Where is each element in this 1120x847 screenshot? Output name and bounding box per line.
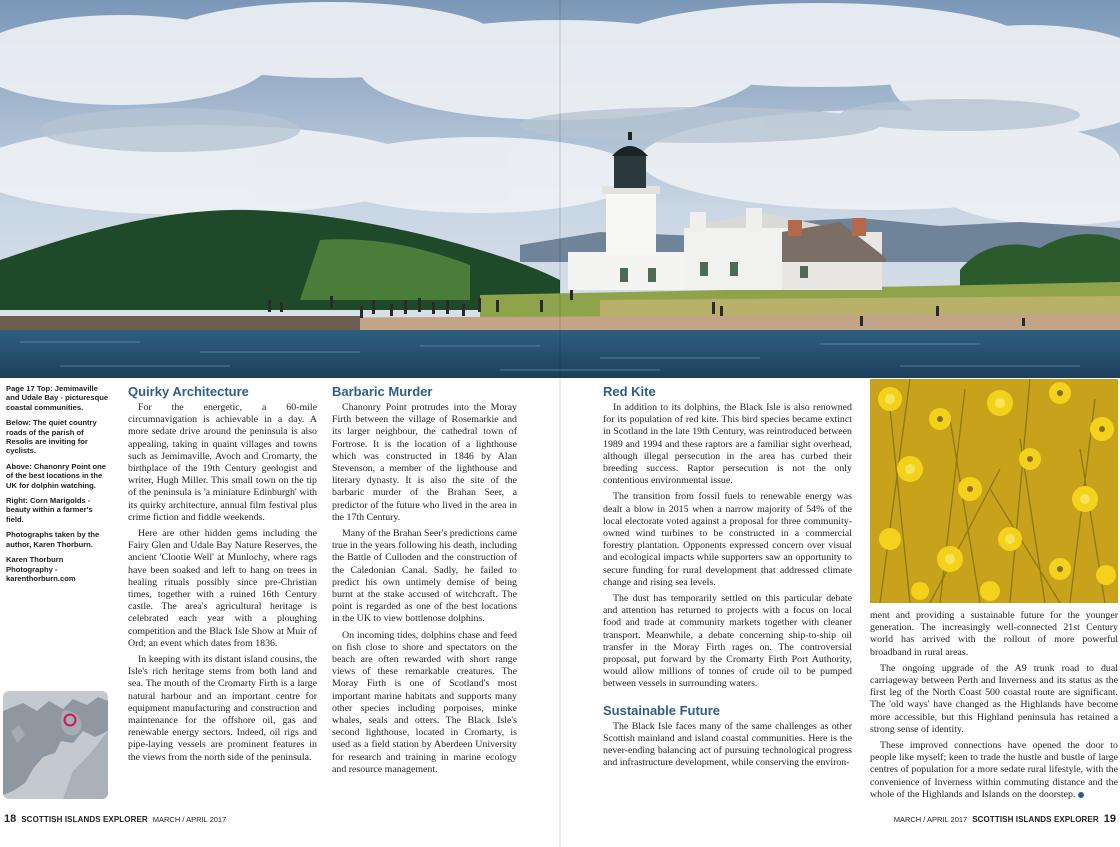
caption-above: Above: Chanonry Point one of the best locations in the UK for dolphin watching. — [6, 461, 106, 490]
page-gutter — [559, 0, 561, 847]
photo-captions — [6, 384, 110, 589]
paragraph: In addition to its dolphins, the Black Isle is also renowned for its population of red kite. This bird species became extinct in Scotland in the late 19th Century, was reintroduced between 1989 and 1994 and these raptors are a familiar sight overhead, although illegal persecution in the area has curbed their breeding success. Raptor persecution is not the only contentious environmental issue. — [603, 402, 852, 487]
issue-date-right: MARCH / APRIL 2017 — [893, 815, 968, 824]
heading-barbaric-murder: Barbaric Murder — [332, 384, 433, 399]
paragraph: In keeping with its distant island cousins, the Isle's rich heritage stems from both land and sea. The mouth of the Cromarty Firth is a large natural harbour and an important centre for equipment manufacturing and construction and maintenance for the offshore oil, gas and renewable energy sectors. Indeed, oil rigs and pipe-laying vessels are prominent features in the views from the north side of the peninsula. — [128, 654, 317, 763]
paragraph: Chanonry Point protrudes into the Moray Firth between the village of Rosemarkie and its larger neighbour, the cathedral town of Fortrose. It is the location of a lighthouse which was constructed in 1846 by Alan Stevenson, a member of the lighthouse and literary dynasty. It is also the site of the barbaric murder of the Brahan Seer, a predictor of the future who lived in the area in the 17th Century. — [332, 402, 517, 523]
footer-right — [894, 813, 1116, 825]
paragraph: The transition from fossil fuels to renewable energy was dealt a blow in 2015 when a narrow majority of 54% of the local electorate voted against a proposal for three community-owned wind turbines to be constructed in a commercial forestry plantation. Opponents expressed concern over visual and ecological impacts while supporters saw an opportunity to secure funding for rural development that addressed climate change and rising sea levels. — [603, 491, 852, 588]
corn-marigolds-photo — [870, 379, 1118, 603]
paragraph: The dust has temporarily settled on this particular debate and attention has returned to projects with a focus on local food and trade at community markets together with cleaner transport. Meanwhile, a debate concerning ship-to-ship oil transfer in the Moray Firth rages on. The controversial proposal, put forward by the Cromarty Firth Port Authority, would allow millions of tonnes of crude oil to be pumped between vessels in surrounding waters. — [603, 593, 852, 690]
paragraph-text: These improved connections have opened the door to people like myself; keen to trade the hustle and bustle of large centres of population for a more sedate rural lifestyle, with the convenience of Inverness within commuting distance and the whole of the Highlands and Islands on the doorstep. — [870, 740, 1118, 800]
article-column-1 — [128, 384, 317, 764]
locator-map — [3, 691, 108, 799]
caption-website: Karen Thorburn Photography - karenthorburn.com — [6, 555, 76, 583]
heading-quirky-architecture: Quirky Architecture — [128, 384, 249, 399]
paragraph: For the energetic, a 60-mile circumnavigation is achievable in a day. A more sedate drive around the peninsula is also appealing, taking in quaint villages and towns such as Jemimaville, Avoch and Cromarty, the birthplace of the 19th Century geologist and writer, Hugh Miller. This small town on the tip of the peninsula is 'a miniature Edinburgh' with its quirky architecture, annual film festival plus crime fiction and fiddle weekends. — [128, 402, 317, 523]
paragraph: Here are other hidden gems including the Fairy Glen and Udale Bay Nature Reserves, the ancient 'Clootie Well' at Munlochy, where rags have been soaked and left to hang on trees in healing rituals possibly since pre-Christian times, together with a ruined 16th Century castle. The area's agricultural heritage is celebrated each year with a ploughing competition and the Black Isle Show at Muir of Ord; an event which dates from 1836. — [128, 528, 317, 649]
footer-left — [4, 813, 226, 825]
magazine-title-right: SCOTTISH ISLANDS EXPLORER — [972, 815, 1099, 824]
caption-top: Page 17 Top: Jemimaville and Udale Bay - picturesque coastal communities. — [6, 384, 109, 412]
paragraph: On incoming tides, dolphins chase and feed on fish close to shore and spectators on the beach are often rewarded with short range views of these remarkable creatures. The Moray Firth is one of Scotland's most important marine habitats and supports many other species including porpoises, minke whales, seals and otters. The Black Isle's second lighthouse, located in Cromarty, is used as a field station by Aberdeen University for research and training in marine ecology and resource management. — [332, 629, 517, 775]
heading-sustainable-future: Sustainable Future — [603, 702, 721, 718]
end-of-article-icon — [1078, 792, 1084, 798]
caption-credit: Photographs taken by the author, Karen Thorburn. — [6, 530, 100, 549]
paragraph: The ongoing upgrade of the A9 trunk road to dual carriageway between Perth and Inverness and its status as the first leg of the North Coast 500 coastal route are significant. The 'old ways' have changed as the Highlands have become more accessible, but this Highland peninsula has retained a strong sense of identity. — [870, 662, 1118, 735]
issue-date-left: MARCH / APRIL 2017 — [152, 815, 227, 824]
article-column-4 — [870, 610, 1118, 801]
paragraph: ment and providing a sustainable future for the younger generation. The increasingly well-connected 21st Century world has arrived with the rollout of more powerful broadband in rural areas. — [870, 610, 1118, 658]
article-column-3 — [603, 384, 852, 769]
paragraph: The Black Isle faces many of the same challenges as other Scottish mainland and island coastal communities. Here is the never-ending balancing act of pursuing technological progress and infrastructure development, while conserving the environ- — [603, 720, 852, 769]
paragraph — [870, 740, 1118, 801]
paragraph: Many of the Brahan Seer's predictions came true in the years following his death, including the Battle of Culloden and the construction of the Caledonian Canal. Sadly, he failed to predict his own untimely demise of being burnt at the stake accused of witchcraft. The point is regarded as one of the best locations in the UK to view bottlenose dolphins. — [332, 528, 517, 625]
page-number-left: 18 — [4, 813, 17, 825]
caption-below: Below: The quiet country roads of the parish of Resolis are inviting for cyclists. — [6, 418, 97, 456]
page-number-right: 19 — [1103, 813, 1116, 825]
magazine-title-left: SCOTTISH ISLANDS EXPLORER — [21, 815, 148, 824]
caption-right: Right: Corn Marigolds - beauty within a farmer's field. — [6, 496, 93, 524]
heading-red-kite: Red Kite — [603, 384, 656, 399]
article-column-2 — [332, 384, 517, 776]
